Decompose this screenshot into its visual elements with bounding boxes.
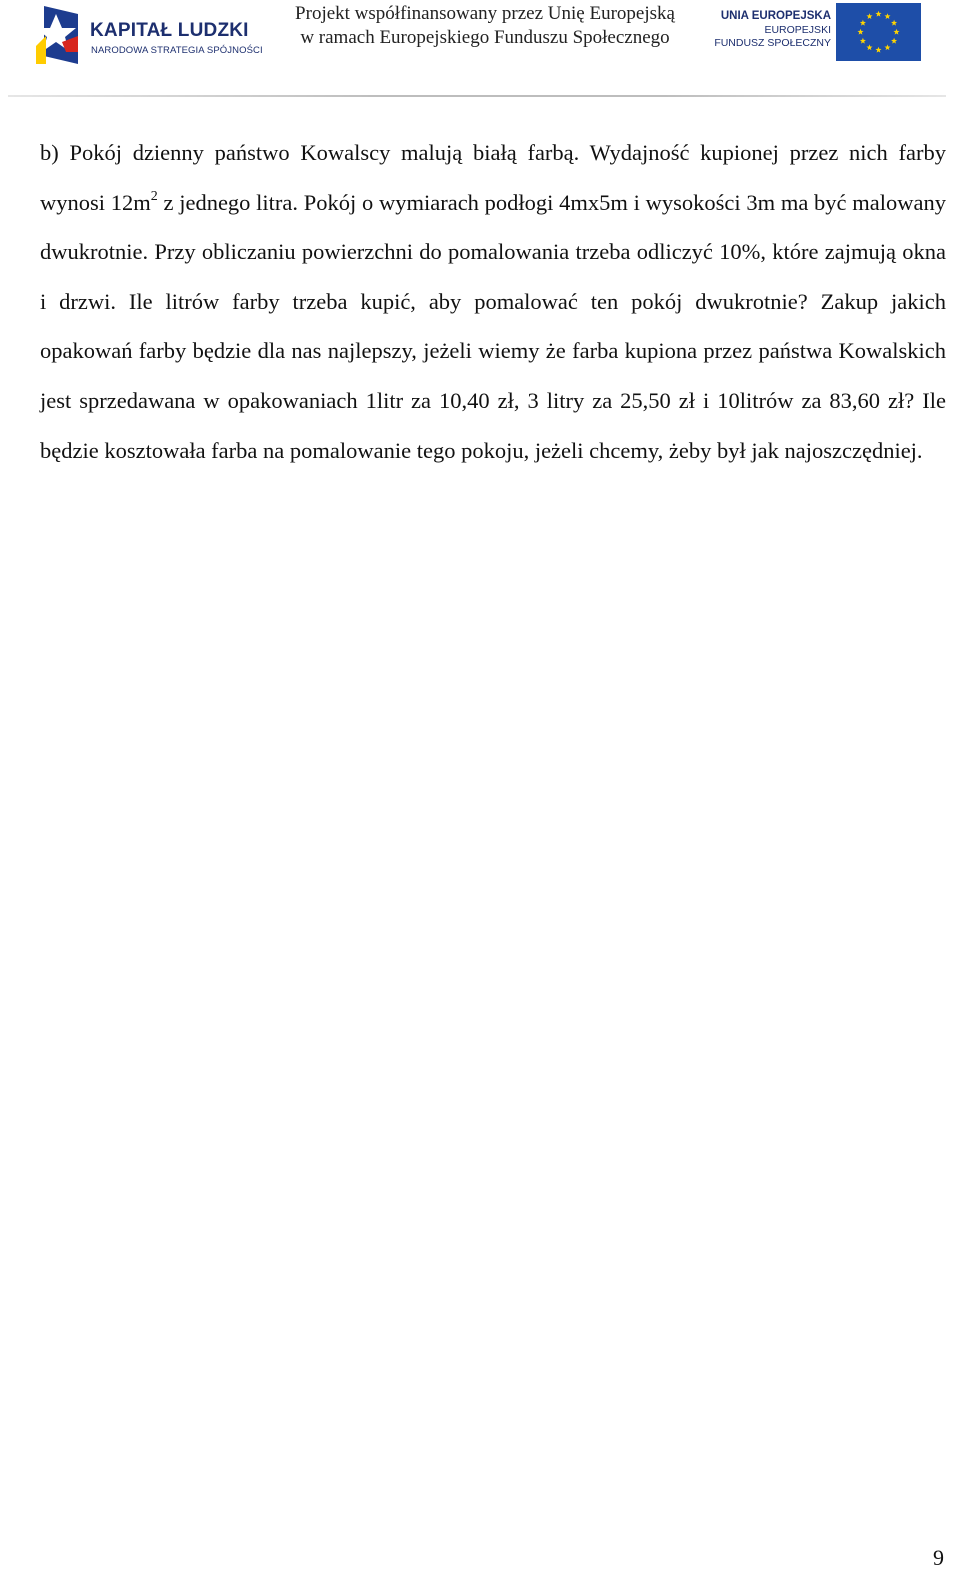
project-line-1: Projekt współfinansowany przez Unię Europejską [295, 3, 675, 24]
task-superscript: 2 [150, 188, 158, 204]
kapital-ludzki-title: KAPITAŁ LUDZKI [90, 20, 249, 41]
kapital-ludzki-subtitle: NARODOWA STRATEGIA SPÓJNOŚCI [91, 45, 263, 56]
page-header [0, 0, 960, 100]
eu-line-3: FUNDUSZ SPOŁECZNY [714, 37, 831, 49]
eu-line-1: UNIA EUROPEJSKA [720, 10, 831, 22]
project-line-2: w ramach Europejskiego Funduszu Społecznego [300, 27, 670, 48]
eu-fund-text [713, 10, 831, 51]
task-text-part-2: z jednego litra. Pokój o wymiarach podłogi 4mx5m i wysokości 3m ma być malowany dwukrotnie. Przy obliczaniu powierzchni do pomalowania trzeba odliczyć 10%, które zajmują okna i drzwi. Ile litrów farby trzeba kupić, aby pomalować ten pokój dwukrotnie? Zakup jakich opakowań farby będzie dla nas najlepszy, jeżeli wiemy że farba kupiona przez państwa Kowalskich jest sprzedawana w opakowaniach 1litr za 10,40 zł, 3 litry za 25,50 zł i 10litrów za 83,60 zł? Ile będzie kosztowała farba na pomalowanie tego pokoju, jeżeli chcemy, żeby był jak najoszczędniej. [40, 189, 946, 463]
task-paragraph [40, 128, 946, 475]
project-cofinancing-text [270, 2, 700, 50]
header-divider [8, 95, 946, 97]
task-text [40, 128, 946, 475]
task-text-part-1: b) Pokój dzienny państwo Kowalscy malują białą farbą. Wydajność kupionej przez nich farby wynosi 12m [40, 140, 946, 215]
page-number: 9 [933, 1545, 944, 1570]
eu-flag-icon [836, 3, 921, 61]
kapital-ludzki-logo [36, 6, 263, 64]
eu-line-2: EUROPEJSKI [764, 23, 831, 36]
kapital-ludzki-emblem-icon [36, 6, 78, 64]
